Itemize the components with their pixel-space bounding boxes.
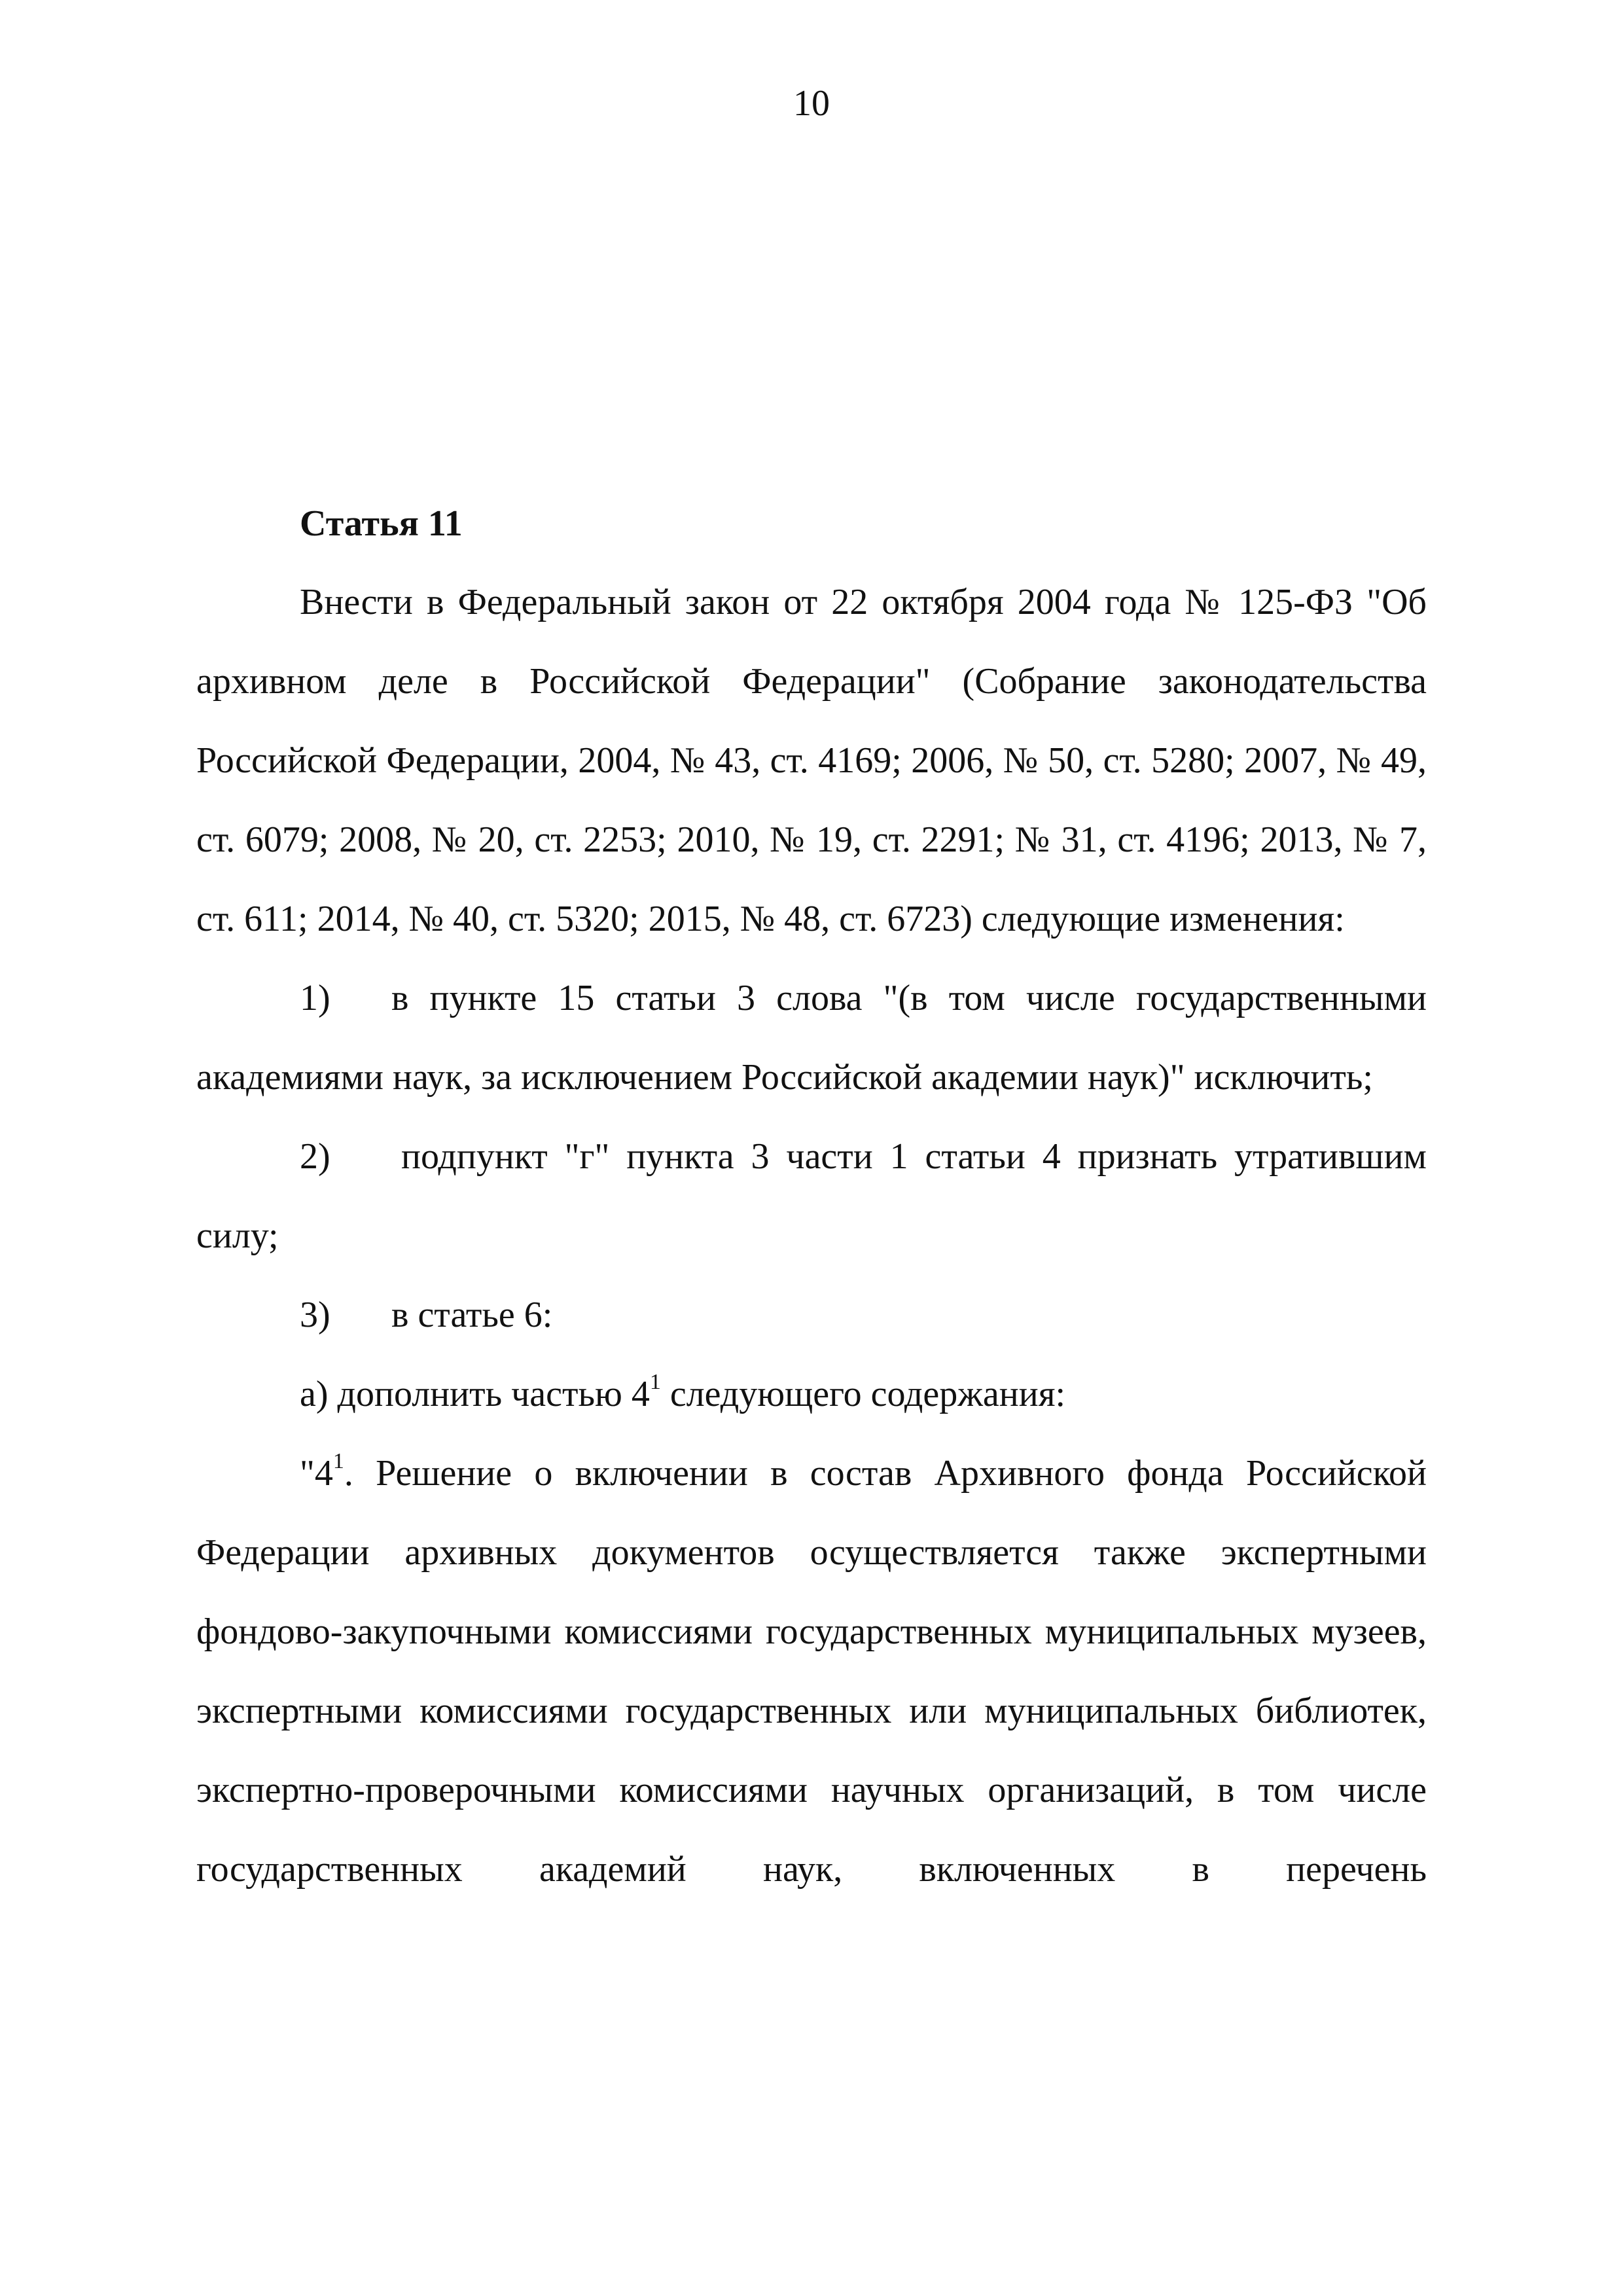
item-number: 3) <box>300 1295 330 1335</box>
quote-prefix: "4 <box>300 1453 333 1494</box>
amendment-item-3 <box>196 1276 1427 1355</box>
item-text: подпункт "г" пункта 3 части 1 статьи 4 признать утратившим силу; <box>196 1136 1427 1256</box>
subitem-a-suffix: следующего содержания: <box>660 1374 1066 1414</box>
item-number: 1) <box>300 978 330 1018</box>
article-body <box>196 484 1427 1909</box>
article-heading: Статья 11 <box>300 503 463 544</box>
quote-superscript: 1 <box>332 1449 344 1474</box>
quote-text: . Решение о включении в состав Архивного фонда Российской Федерации архивных документов осуществляется также экспертными фондово-закупочными комиссиями государственных муниципальных музеев, экспертными комиссиями государственных или муниципальных библиотек, экспертно-проверочными комиссиями научных организаций, в том числе государственных академий наук, включенных в перечень <box>196 1453 1427 1890</box>
amendment-item-2 <box>196 1117 1427 1276</box>
subitem-a-prefix: а) дополнить частью 4 <box>300 1374 650 1414</box>
subitem-a <box>196 1355 1427 1434</box>
subitem-a-superscript: 1 <box>649 1370 661 1395</box>
amendment-item-1 <box>196 959 1427 1117</box>
page-number: 10 <box>793 83 830 124</box>
item-text: в статье 6: <box>391 1295 553 1335</box>
quoted-text-paragraph <box>196 1434 1427 1909</box>
item-number: 2) <box>300 1136 330 1177</box>
item-text: в пункте 15 статьи 3 слова "(в том числе государственными академиями наук, за исключением Российской академии наук)" исключить; <box>196 978 1427 1098</box>
article-intro-paragraph: Внести в Федеральный закон от 22 октября 2004 года № 125-ФЗ "Об архивном деле в Российской Федерации" (Собрание законодательства Российской Федерации, 2004, № 43, ст. 4169; 2006, № 50, ст. 5280; 2007, № 49, ст. 6079; 2008, № 20, ст. 2253; 2010, № 19, ст. 2291; № 31, ст. 4196; 2013, № 7, ст. 611; 2014, № 40, ст. 5320; 2015, № 48, ст. 6723) следующие изменения: <box>196 582 1427 939</box>
